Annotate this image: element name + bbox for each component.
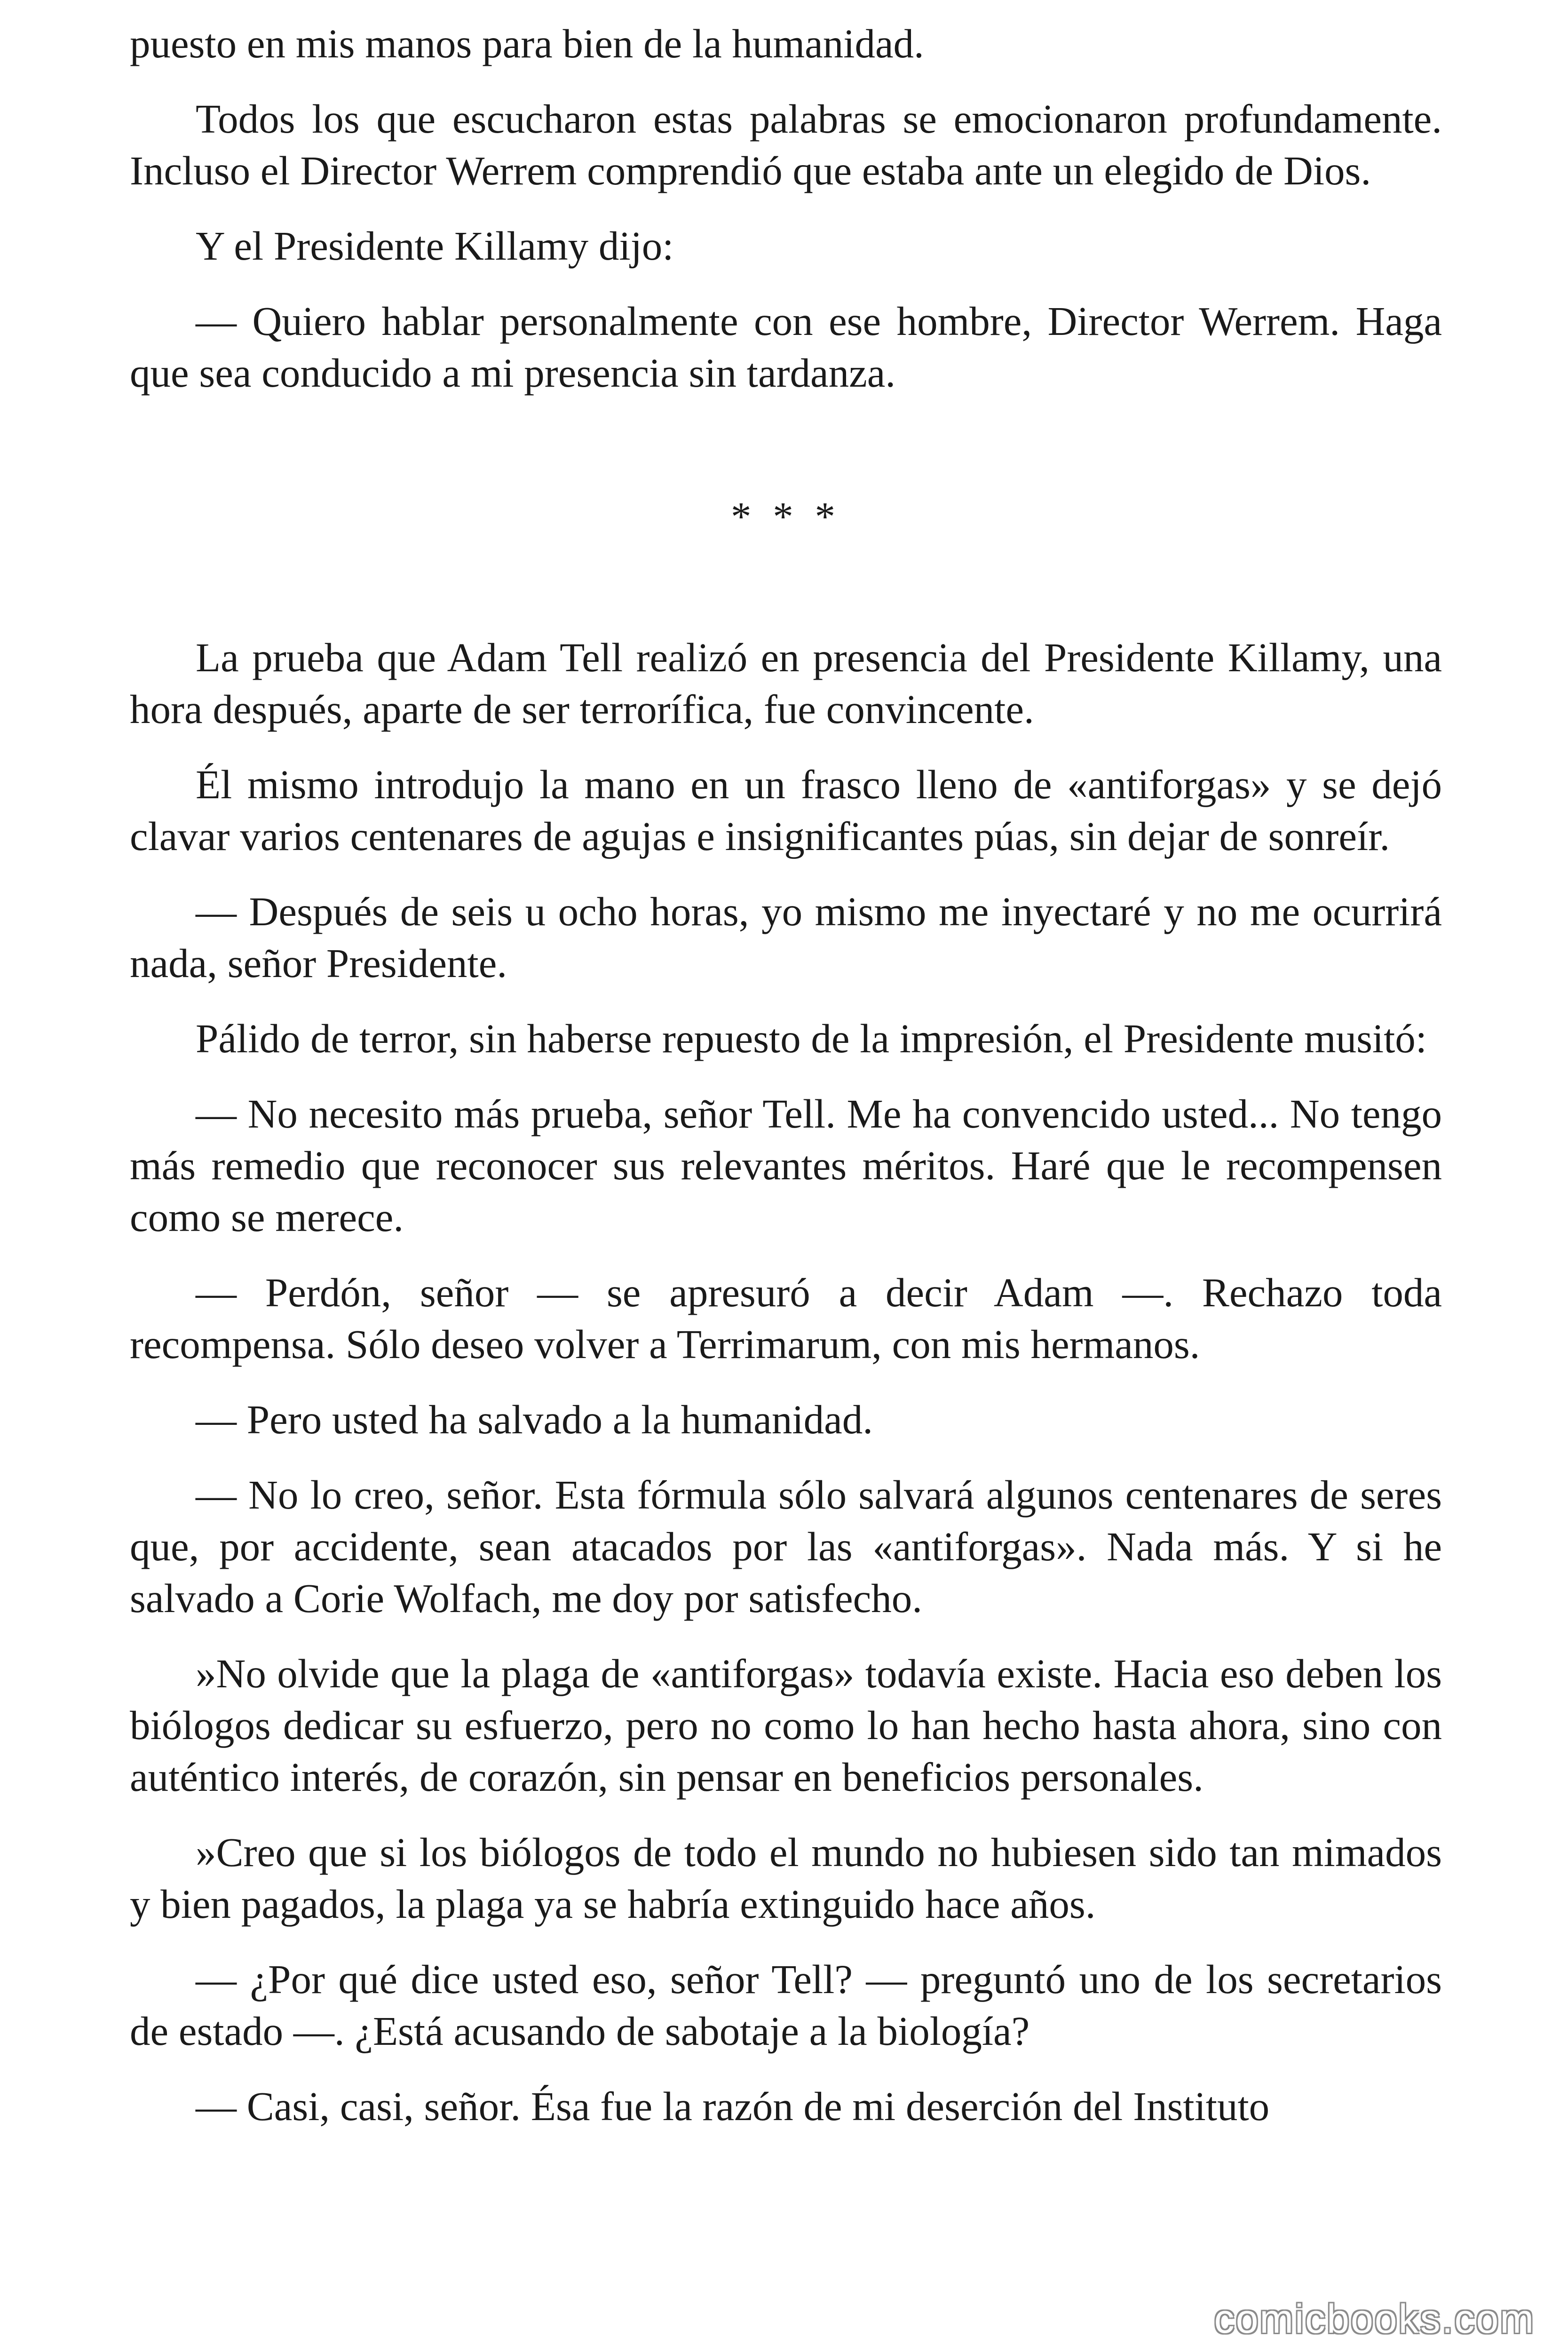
dialogue-paragraph: — Después de seis u ocho horas, yo mismo me inyectaré y no me ocurrirá nada, señor Presidente. — [130, 889, 1442, 986]
paragraph: Él mismo introdujo la mano en un frasco lleno de «antiforgas» y se dejó clavar varios centenares de agujas e insignificantes púas, sin dejar de sonreír. — [130, 762, 1442, 859]
paragraph: La prueba que Adam Tell realizó en presencia del Presidente Killamy, una hora después, aparte de ser terrorífica, fue convincente. — [130, 635, 1442, 732]
dialogue-paragraph: — Quiero hablar personalmente con ese hombre, Director Werrem. Haga que sea conducido a mi presencia sin tardanza. — [130, 298, 1442, 396]
dialogue-paragraph: — Perdón, señor — se apresuró a decir Adam —. Rechazo toda recompensa. Sólo deseo volver a Terrimarum, con mis hermanos. — [130, 1270, 1442, 1367]
paragraph: Y el Presidente Killamy dijo: — [196, 223, 674, 269]
dialogue-paragraph: — No necesito más prueba, señor Tell. Me ha convencido usted... No tengo más remedio que reconocer sus relevantes méritos. Haré que le recompensen como se merece. — [130, 1091, 1442, 1240]
paragraph-continued: puesto en mis manos para bien de la humanidad. — [130, 21, 924, 66]
paragraph: Todos los que escucharon estas palabras se emocionaron profundamente. Incluso el Director Werrem comprendió que estaba ante un elegido de Dios. — [130, 96, 1442, 193]
dialogue-paragraph: — ¿Por qué dice usted eso, señor Tell? — preguntó uno de los secretarios de estado —. ¿Está acusando de sabotaje a la biología? — [130, 1956, 1442, 2054]
site-watermark: comicbooks.com — [1214, 2296, 1535, 2342]
section-separator: * * * — [731, 493, 841, 539]
dialogue-paragraph: »No olvide que la plaga de «antiforgas» todavía existe. Hacia eso deben los biólogos dedicar su esfuerzo, pero no como lo han hecho hasta ahora, sino con auténtico interés, de corazón, sin pensar en beneficios personales. — [130, 1651, 1442, 1800]
book-page — [130, 18, 1442, 2156]
dialogue-paragraph: »Creo que si los biólogos de todo el mundo no hubiesen sido tan mimados y bien pagados, la plaga ya se habría extinguido hace años. — [130, 1829, 1442, 1927]
paragraph: Pálido de terror, sin haberse repuesto de la impresión, el Presidente musitó: — [196, 1016, 1427, 1061]
dialogue-paragraph: — Pero usted ha salvado a la humanidad. — [196, 1397, 873, 1442]
dialogue-paragraph: — Casi, casi, señor. Ésa fue la razón de mi deserción del Instituto — [196, 2083, 1270, 2129]
dialogue-paragraph: — No lo creo, señor. Esta fórmula sólo salvará algunos centenares de seres que, por accidente, sean atacados por las «antiforgas». Nada más. Y si he salvado a Corie Wolfach, me doy por satisfecho. — [130, 1472, 1442, 1621]
